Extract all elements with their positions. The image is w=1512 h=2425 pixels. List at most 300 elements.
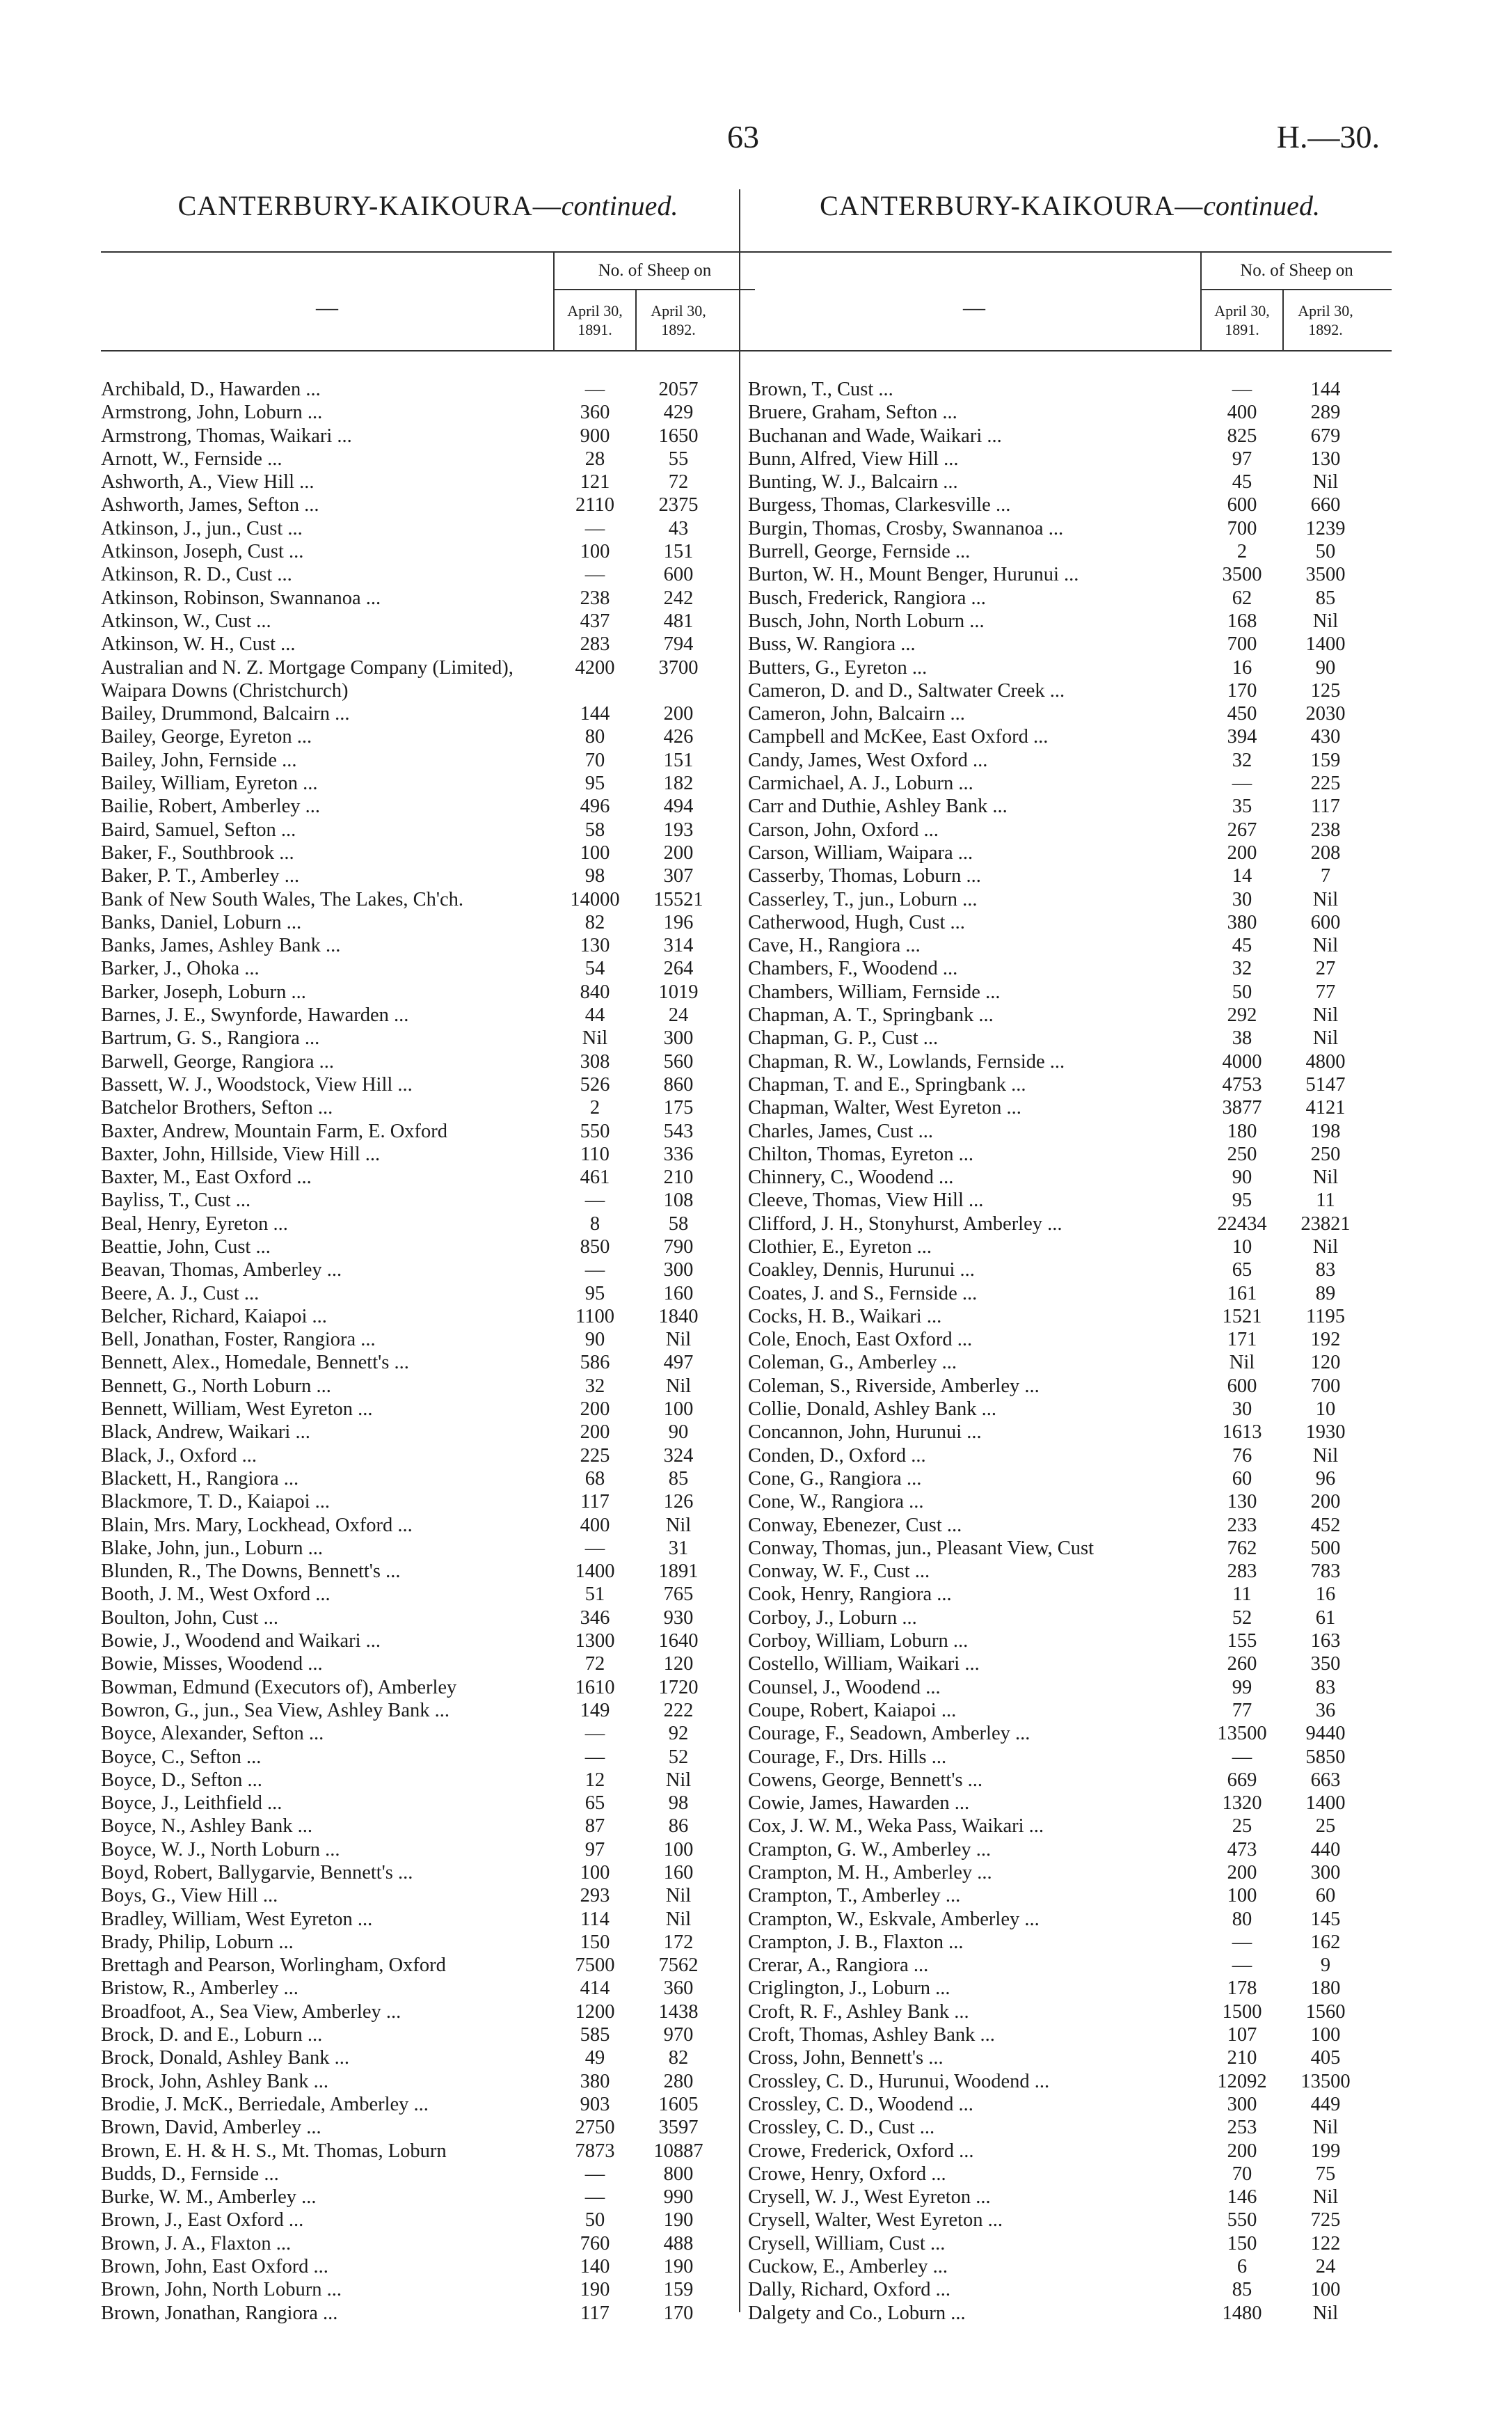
sheep-1892: 794: [663, 633, 694, 656]
table-row: [101, 1096, 755, 1119]
table-row: [101, 1815, 755, 1838]
table-row: [101, 2046, 755, 2069]
sheep-1891: 51: [584, 1583, 605, 1606]
owner-name: Bradley, William, West Eyreton ...: [101, 1908, 373, 1930]
sheep-1891: 308: [580, 1050, 610, 1073]
table-row: [101, 1954, 755, 1977]
sheep-1892: Nil: [1312, 2117, 1339, 2139]
table-row: [748, 864, 1392, 887]
sheep-1891: 30: [1232, 888, 1252, 910]
sheep-1891: 380: [580, 2070, 610, 2092]
owner-name: Conway, W. F., Cust ...: [748, 1561, 930, 1583]
name-column-header: —: [316, 294, 338, 319]
sheep-1892: 4800: [1305, 1050, 1346, 1073]
sheep-1891: 2110: [575, 494, 614, 516]
sheep-1891: 95: [584, 1282, 605, 1304]
sheep-1891: 360: [580, 402, 610, 424]
sheep-1891: 100: [580, 842, 610, 864]
sheep-1892: 488: [663, 2232, 694, 2254]
sheep-1892: 82: [668, 2047, 689, 2069]
sheep-1892: 190: [663, 2256, 694, 2278]
owner-name: Brown, David, Amberley ...: [101, 2117, 321, 2139]
table-row: [101, 1120, 755, 1143]
sheep-1892: 5147: [1305, 1073, 1346, 1096]
table-row: [748, 493, 1392, 516]
owner-name: Boyce, J., Leithfield ...: [101, 1792, 282, 1815]
sheep-1891: 45: [1232, 471, 1252, 493]
sheep-1891: 1300: [575, 1630, 615, 1652]
owner-name: Candy, James, West Oxford ...: [748, 749, 988, 771]
sheep-1891: 98: [584, 865, 605, 887]
sheep-1891: 1200: [575, 2000, 615, 2023]
sheep-1892: 600: [1310, 911, 1341, 933]
date-1892-header: April 30, 1892.: [1298, 302, 1353, 338]
sheep-1892: 765: [663, 1583, 694, 1606]
table-row: [748, 471, 1392, 493]
sheep-1892: 11: [1316, 1190, 1335, 1212]
table-row: [748, 1629, 1392, 1652]
table-row: [101, 1143, 755, 1166]
table-row: [748, 1815, 1392, 1838]
table-row: [748, 2232, 1392, 2255]
date-1891-header: April 30, 1891.: [553, 290, 637, 350]
owner-name: Chapman, Walter, West Eyreton ...: [748, 1097, 1021, 1119]
sheep-1891: 90: [1232, 1167, 1252, 1189]
owner-name: Atkinson, R. D., Cust ...: [101, 564, 292, 586]
owner-name: Crysell, W. J., West Eyreton ...: [748, 2186, 991, 2209]
table-row: [101, 563, 755, 586]
sheep-1892: 13500: [1300, 2070, 1351, 2092]
sheep-1892: 1560: [1305, 2000, 1346, 2023]
sheep-1892: 61: [1315, 1606, 1336, 1629]
owner-name: Ashworth, A., View Hill ...: [101, 471, 315, 493]
sheep-1891: 283: [580, 633, 610, 656]
sheep-1892: 200: [1310, 1491, 1341, 1513]
sheep-1891: 12092: [1217, 2070, 1267, 2092]
table-row: [748, 1861, 1392, 1884]
owner-name: Brown, John, North Loburn ...: [101, 2279, 342, 2301]
sheep-1892: 494: [663, 796, 694, 818]
table-row: [101, 1004, 755, 1027]
sheep-1892: 930: [663, 1606, 694, 1629]
sheep-1891: —: [1232, 1954, 1252, 1977]
sheep-1891: —: [584, 1723, 605, 1745]
sheep-1892: 500: [1310, 1537, 1341, 1559]
table-row: [101, 401, 755, 424]
sheep-1892: 100: [663, 1398, 694, 1421]
owner-name: Conway, Thomas, jun., Pleasant View, Cust: [748, 1537, 1095, 1559]
owner-name: Barker, J., Ohoka ...: [101, 958, 260, 980]
sheep-1892: 151: [663, 749, 694, 771]
sheep-1891: 32: [1232, 749, 1252, 771]
sheep-1892: 24: [668, 1004, 689, 1027]
owner-name: Chinnery, C., Woodend ...: [748, 1167, 954, 1189]
owner-name: Costello, William, Waikari ...: [748, 1653, 980, 1675]
sheep-1891: 100: [1227, 1885, 1257, 1907]
sheep-1892: 1930: [1305, 1421, 1346, 1444]
sheep-1892: 783: [1310, 1561, 1341, 1583]
table-row: [101, 1861, 755, 1884]
sheep-1892: 199: [1310, 2140, 1341, 2162]
sheep-1891: 2750: [575, 2117, 615, 2139]
table-row: [748, 1722, 1392, 1745]
table-row: [101, 378, 755, 401]
table-row: [748, 1444, 1392, 1467]
sheep-1891: 149: [580, 1699, 610, 1721]
sheep-1892: Nil: [1312, 1444, 1339, 1467]
table-row: [101, 1375, 755, 1398]
sheep-1892: 31: [668, 1537, 689, 1559]
sheep-1892: Nil: [1312, 1027, 1339, 1050]
owner-name: Armstrong, John, Loburn ...: [101, 402, 323, 424]
sheep-count-header: No. of Sheep on: [553, 253, 755, 290]
table-row: [101, 540, 755, 563]
table-row: [748, 1166, 1392, 1189]
sheep-1891: 3877: [1222, 1097, 1262, 1119]
table-row: [101, 1328, 755, 1351]
sheep-1891: 11: [1232, 1583, 1252, 1606]
sheep-1891: 267: [1227, 819, 1257, 841]
sheep-1891: 1100: [575, 1305, 614, 1327]
table-row: [748, 1143, 1392, 1166]
owner-name: Cox, J. W. M., Weka Pass, Waikari ...: [748, 1815, 1044, 1838]
table-row: [748, 1908, 1392, 1931]
sheep-1892: Nil: [665, 1908, 692, 1930]
sheep-1892: 58: [668, 1212, 689, 1235]
owner-name: Banks, Daniel, Loburn ...: [101, 911, 302, 933]
sheep-1891: 28: [584, 448, 605, 470]
sheep-1891: 146: [1227, 2186, 1257, 2209]
owner-name: Crampton, G. W., Amberley ...: [748, 1838, 992, 1861]
sheep-1892: 800: [663, 2163, 694, 2185]
table-row: [748, 1769, 1392, 1792]
owner-name: Beal, Henry, Eyreton ...: [101, 1212, 288, 1235]
table-row: [748, 679, 1392, 702]
sheep-1891: 121: [580, 471, 610, 493]
owner-name: Brown, E. H. & H. S., Mt. Thomas, Loburn: [101, 2140, 447, 2162]
table-row: [101, 1699, 755, 1722]
sheep-1892: 250: [1310, 1143, 1341, 1165]
owner-name: Chapman, G. P., Cust ...: [748, 1027, 939, 1050]
table-row: [101, 2255, 755, 2278]
sheep-1891: 30: [1232, 1398, 1252, 1421]
sheep-1891: 60: [1232, 1467, 1252, 1490]
sheep-1891: 473: [1227, 1838, 1257, 1861]
title-continued: continued.: [561, 190, 678, 221]
sheep-1891: —: [1232, 379, 1252, 400]
sheep-1891: 70: [584, 749, 605, 771]
sheep-1892: Nil: [665, 1375, 692, 1397]
table-row: [748, 819, 1392, 842]
sheep-1892: Nil: [1312, 935, 1339, 957]
sheep-1891: 12: [584, 1769, 605, 1791]
sheep-1892: 36: [1315, 1699, 1336, 1721]
table-row: [748, 1073, 1392, 1096]
owner-name: Bailie, Robert, Amberley ...: [101, 796, 321, 818]
sheep-1891: 168: [1227, 610, 1257, 632]
sheep-1891: Nil: [582, 1027, 608, 1050]
table-row: [101, 1908, 755, 1931]
sheep-1892: 160: [663, 1862, 694, 1883]
sheep-1891: 2: [1236, 541, 1248, 563]
sheep-1891: 50: [584, 2209, 605, 2232]
owner-name: Chapman, T. and E., Springbank ...: [748, 1073, 1026, 1096]
document-code: H.—30.: [1276, 119, 1380, 155]
sheep-1892: 725: [1310, 2209, 1341, 2232]
table-row: [101, 2140, 755, 2163]
sheep-1891: 76: [1232, 1444, 1252, 1467]
table-row: [101, 1027, 755, 1050]
table-row: [748, 1004, 1392, 1027]
table-row: [748, 2000, 1392, 2023]
table-row: [748, 1120, 1392, 1143]
table-row: [101, 2232, 755, 2255]
sheep-1891: 380: [1227, 911, 1257, 933]
sheep-1892: 89: [1315, 1282, 1336, 1304]
sheep-1892: Nil: [1312, 1167, 1339, 1189]
owner-name: Brown, Jonathan, Rangiora ...: [101, 2302, 338, 2324]
table-row: [748, 563, 1392, 586]
owner-name: Cocks, H. B., Waikari ...: [748, 1305, 942, 1327]
sheep-1891: 461: [580, 1167, 610, 1189]
owner-name: Boyce, D., Sefton ...: [101, 1769, 262, 1791]
table-row: [748, 1676, 1392, 1699]
sheep-1892: 75: [1315, 2163, 1336, 2185]
sheep-1891: 700: [1227, 517, 1257, 539]
sheep-1891: 1500: [1222, 2000, 1262, 2023]
sheep-1892: 360: [663, 1977, 694, 2000]
owner-name: Coupe, Robert, Kaiapoi ...: [748, 1699, 957, 1721]
owner-name: Baxter, Andrew, Mountain Farm, E. Oxford: [101, 1120, 448, 1142]
sheep-1891: —: [1232, 1931, 1252, 1953]
sheep-1891: 293: [580, 1885, 610, 1907]
table-row: [101, 610, 755, 633]
sheep-1892: 50: [1315, 541, 1336, 563]
table-row: [748, 517, 1392, 540]
sheep-1892: 1195: [1306, 1305, 1345, 1327]
owner-name: Bennett, William, West Eyreton ...: [101, 1398, 373, 1421]
sheep-1892: 449: [1310, 2093, 1341, 2115]
table-row: [748, 2070, 1392, 2093]
sheep-1891: 200: [580, 1398, 610, 1421]
table-row: [101, 1560, 755, 1583]
sheep-1892: 426: [663, 726, 694, 748]
sheep-1891: 35: [1232, 796, 1252, 818]
sheep-1891: 100: [580, 1862, 610, 1883]
table-row: [748, 772, 1392, 795]
sheep-1891: 22434: [1217, 1212, 1267, 1235]
sheep-1892: 120: [1310, 1352, 1341, 1374]
table-row: [748, 1467, 1392, 1490]
owner-name: Crossley, C. D., Hurunui, Woodend ...: [748, 2070, 1050, 2092]
table-row: [748, 2023, 1392, 2046]
table-row: [101, 1583, 755, 1606]
sheep-1892: 196: [663, 911, 694, 933]
sheep-1891: 900: [580, 425, 610, 447]
owner-name: Bartrum, G. S., Rangiora ...: [101, 1027, 320, 1050]
owner-name: Banks, James, Ashley Bank ...: [101, 935, 341, 957]
sheep-1892: 860: [663, 1073, 694, 1096]
sheep-1892: 289: [1310, 402, 1341, 424]
sheep-1892: 108: [663, 1190, 694, 1212]
sheep-1892: 159: [1310, 749, 1341, 771]
sheep-1892: 1400: [1305, 1792, 1346, 1815]
table-row: [101, 1722, 755, 1745]
sheep-1891: —: [584, 1259, 605, 1281]
table-row: [748, 2278, 1392, 2301]
sheep-1891: 190: [580, 2279, 610, 2301]
sheep-1891: 62: [1232, 587, 1252, 609]
owner-name: Black, Andrew, Waikari ...: [101, 1421, 310, 1444]
owner-name: Atkinson, W. H., Cust ...: [101, 633, 296, 656]
sheep-1891: 77: [1232, 1699, 1252, 1721]
owner-name: Boyd, Robert, Ballygarvie, Bennett's ...: [101, 1862, 413, 1883]
sheep-1892: 170: [663, 2302, 694, 2324]
sheep-1891: 68: [584, 1467, 605, 1490]
owner-name: Bowie, J., Woodend and Waikari ...: [101, 1630, 381, 1652]
sheep-1891: 58: [584, 819, 605, 841]
table-row: [748, 1258, 1392, 1281]
table-row: [748, 2186, 1392, 2209]
owner-name: Croft, Thomas, Ashley Bank ...: [748, 2024, 995, 2046]
sheep-1892: 1605: [658, 2093, 699, 2115]
table-row: [748, 540, 1392, 563]
table-row: [748, 1096, 1392, 1119]
table-row: [101, 2163, 755, 2186]
owner-name: Casserby, Thomas, Loburn ...: [748, 865, 981, 887]
table-row: [748, 633, 1392, 656]
table-row: [101, 772, 755, 795]
owner-name: Crampton, T., Amberley ...: [748, 1885, 961, 1907]
sheep-1892: 600: [663, 564, 694, 586]
owner-name: Busch, John, North Loburn ...: [748, 610, 985, 632]
owner-name: Burke, W. M., Amberley ...: [101, 2186, 317, 2209]
owner-name: Bailey, John, Fernside ...: [101, 749, 297, 771]
owner-name: Ashworth, James, Sefton ...: [101, 494, 319, 516]
sheep-1891: 150: [1227, 2232, 1257, 2254]
table-row: [101, 471, 755, 493]
table-row: [748, 2046, 1392, 2069]
owner-name: Cave, H., Rangiora ...: [748, 935, 921, 957]
table-row: [748, 1931, 1392, 1954]
owner-name: Cone, G., Rangiora ...: [748, 1467, 922, 1490]
sheep-1892: 15521: [653, 888, 703, 910]
owner-name: Chilton, Thomas, Eyreton ...: [748, 1143, 974, 1165]
sheep-1892: Nil: [665, 1514, 692, 1536]
owner-name: Beere, A. J., Cust ...: [101, 1282, 260, 1304]
table-row: [101, 1514, 755, 1537]
owner-name: Batchelor Brothers, Sefton ...: [101, 1097, 333, 1119]
table-row: [748, 1490, 1392, 1513]
sheep-1892: 4121: [1305, 1097, 1346, 1119]
sheep-1892: 222: [663, 1699, 694, 1721]
table-row: [101, 1629, 755, 1652]
sheep-1891: 414: [580, 1977, 610, 2000]
table-row: [748, 1351, 1392, 1374]
owner-name: Bailey, Drummond, Balcairn ...: [101, 703, 350, 725]
table-row: [748, 1328, 1392, 1351]
sheep-1891: 1521: [1222, 1305, 1262, 1327]
owner-name: Blake, John, jun., Loburn ...: [101, 1537, 324, 1559]
sheep-1891: 130: [1227, 1491, 1257, 1513]
sheep-1892: 77: [1315, 981, 1336, 1003]
sheep-1892: 98: [668, 1792, 689, 1815]
owner-name: Crowe, Frederick, Oxford ...: [748, 2140, 974, 2162]
sheep-1891: 292: [1227, 1004, 1257, 1027]
sheep-1892: 1891: [658, 1561, 699, 1583]
sheep-1891: 253: [1227, 2117, 1257, 2139]
owner-name: Boyce, Alexander, Sefton ...: [101, 1723, 324, 1745]
table-row: [748, 1699, 1392, 1722]
sheep-1892: 1019: [658, 981, 699, 1003]
owner-name: Cole, Enoch, East Oxford ...: [748, 1329, 973, 1351]
sheep-1892: 100: [1310, 2024, 1341, 2046]
table-row: [101, 1189, 755, 1212]
owner-name: Cameron, D. and D., Saltwater Creek ...: [748, 679, 1065, 702]
owner-name: Croft, R. F., Ashley Bank ...: [748, 2000, 969, 2023]
sheep-1891: 700: [1227, 633, 1257, 656]
table-row: [101, 1235, 755, 1258]
sheep-1892: 1239: [1305, 517, 1346, 539]
sheep-1891: 762: [1227, 1537, 1257, 1559]
sheep-1892: 145: [1310, 1908, 1341, 1930]
table-row: [101, 587, 755, 610]
sheep-1891: 16: [1232, 656, 1252, 679]
sheep-1892: 300: [663, 1259, 694, 1281]
owner-name: Bennett, Alex., Homedale, Bennett's ...: [101, 1352, 409, 1374]
date-1892-header: April 30, 1892.: [651, 302, 706, 338]
sheep-1892: 122: [1310, 2232, 1341, 2254]
owner-name: Catherwood, Hugh, Cust ...: [748, 911, 965, 933]
sheep-1891: 400: [1227, 402, 1257, 424]
sheep-1892: 300: [663, 1027, 694, 1050]
sheep-1892: Nil: [1312, 471, 1339, 493]
table-row: [101, 1977, 755, 2000]
left-column: [101, 189, 755, 2325]
table-row: [748, 1583, 1392, 1606]
sheep-1892: 90: [668, 1421, 689, 1444]
sheep-1892: 3700: [658, 656, 699, 679]
sheep-owner-list: [101, 378, 755, 2325]
sheep-1891: 87: [584, 1815, 605, 1838]
sheep-1891: 225: [580, 1444, 610, 1467]
table-row: [101, 1838, 755, 1861]
owner-name: Coakley, Dennis, Hurunui ...: [748, 1259, 975, 1281]
owner-name: Coleman, G., Amberley ...: [748, 1352, 957, 1374]
sheep-1891: 585: [580, 2024, 610, 2046]
owner-name: Australian and N. Z. Mortgage Company (Limited), Waipara Downs (Christchurch): [101, 656, 514, 702]
sheep-1891: 100: [580, 541, 610, 563]
sheep-1891: 238: [580, 587, 610, 609]
table-row: [101, 517, 755, 540]
owner-name: Criglington, J., Loburn ...: [748, 1977, 950, 2000]
sheep-1891: 45: [1232, 935, 1252, 957]
owner-name: Crowe, Henry, Oxford ...: [748, 2163, 946, 2185]
sheep-1892: 7: [1320, 865, 1331, 887]
owner-name: Buss, W. Rangiora ...: [748, 633, 916, 656]
owner-name: Brock, Donald, Ashley Bank ...: [101, 2047, 350, 2069]
owner-name: Counsel, J., Woodend ...: [748, 1676, 941, 1698]
table-row: [101, 1676, 755, 1699]
table-row: [748, 1282, 1392, 1305]
sheep-1891: 1320: [1222, 1792, 1262, 1815]
owner-name: Concannon, John, Hurunui ...: [748, 1421, 982, 1444]
table-row: [748, 1514, 1392, 1537]
sheep-1891: 200: [1227, 2140, 1257, 2162]
sheep-count-header: No. of Sheep on: [1200, 253, 1392, 290]
sheep-1891: —: [584, 564, 605, 586]
owner-name: Bassett, W. J., Woodstock, View Hill ...: [101, 1073, 413, 1096]
